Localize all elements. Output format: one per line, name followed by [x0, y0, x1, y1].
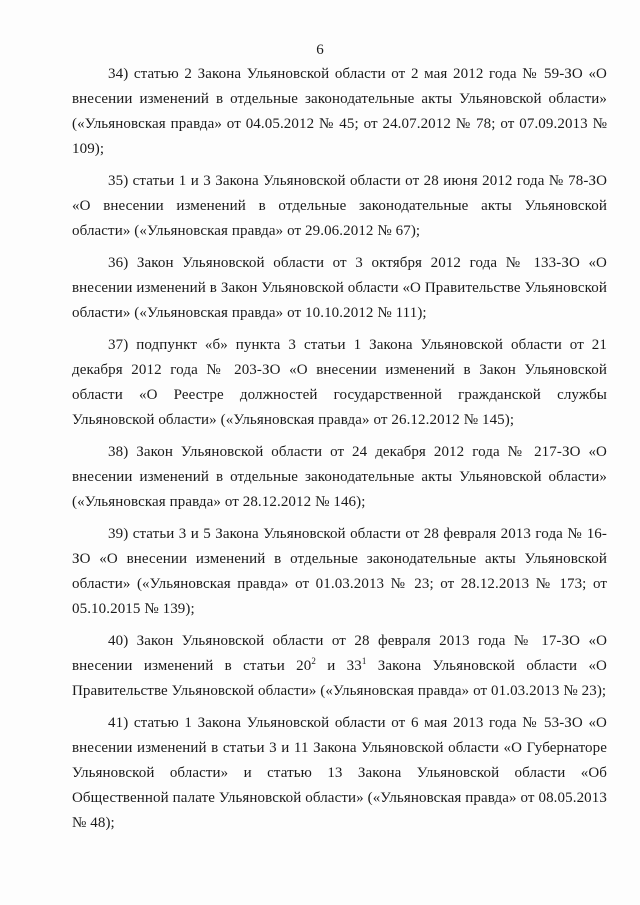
list-item-38: 38) Закон Ульяновской области от 24 декабря 2012 года № 217-ЗО «О внесении изменений в отдельные законодательные акты Ульяновской области» («Ульяновская правда» от 28.12.2012 № 146); — [72, 444, 607, 510]
list-item-40 — [72, 629, 607, 704]
document-body — [72, 62, 607, 843]
superscript-1: 1 — [361, 656, 367, 666]
list-item-39: 39) статьи 3 и 5 Закона Ульяновской области от 28 февраля 2013 года № 16-ЗО «О внесении изменений в отдельные законодательные акты Ульяновской области» («Ульяновская правда» от 01.03.2013 № 23; от 28.12.2013 № 173; от 05.10.2015 № 139); — [72, 526, 607, 617]
list-item-41: 41) статью 1 Закона Ульяновской области от 6 мая 2013 года № 53-ЗО «О внесении изменений в статьи 3 и 11 Закона Ульяновской области «О Губернаторе Ульяновской области» и статью 13 Закона Ульяновской области «Об Общественной палате Ульяновской области» («Ульяновская правда» от 08.05.2013 № 48); — [72, 715, 607, 831]
list-item-34: 34) статью 2 Закона Ульяновской области от 2 мая 2012 года № 59-ЗО «О внесении изменений в отдельные законодательные акты Ульяновской области» («Ульяновская правда» от 04.05.2012 № 45; от 24.07.2012 № 78; от 07.09.2013 № 109); — [72, 66, 607, 157]
superscript-2: 2 — [311, 656, 316, 666]
list-item-40-text-middle: и 33 — [315, 658, 362, 674]
list-item-36: 36) Закон Ульяновской области от 3 октября 2012 года № 133-ЗО «О внесении изменений в Закон Ульяновской области «О Правительстве Ульяновской области» («Ульяновская правда» от 10.10.2012 № 111); — [72, 255, 607, 321]
list-item-37: 37) подпункт «б» пункта 3 статьи 1 Закона Ульяновской области от 21 декабря 2012 года № 203-ЗО «О внесении изменений в Закон Ульяновской области «О Реестре должностей государственной гражданской службы Ульяновской области» («Ульяновская правда» от 26.12.2012 № 145); — [72, 337, 607, 428]
page-number: 6 — [316, 42, 324, 58]
list-item-40-text-start: 40) Закон Ульяновской области от 28 февраля 2013 года № 17-ЗО «О внесении изменений в статьи 20 — [72, 633, 607, 674]
list-item-35: 35) статьи 1 и 3 Закона Ульяновской области от 28 июня 2012 года № 78-ЗО «О внесении изменений в отдельные законодательные акты Ульяновской области» («Ульяновская правда» от 29.06.2012 № 67); — [72, 173, 607, 239]
list-item-40-text-end: Закона Ульяновской области «О Правительстве Ульяновской области» («Ульяновская правда» от 01.03.2013 № 23); — [72, 658, 607, 699]
